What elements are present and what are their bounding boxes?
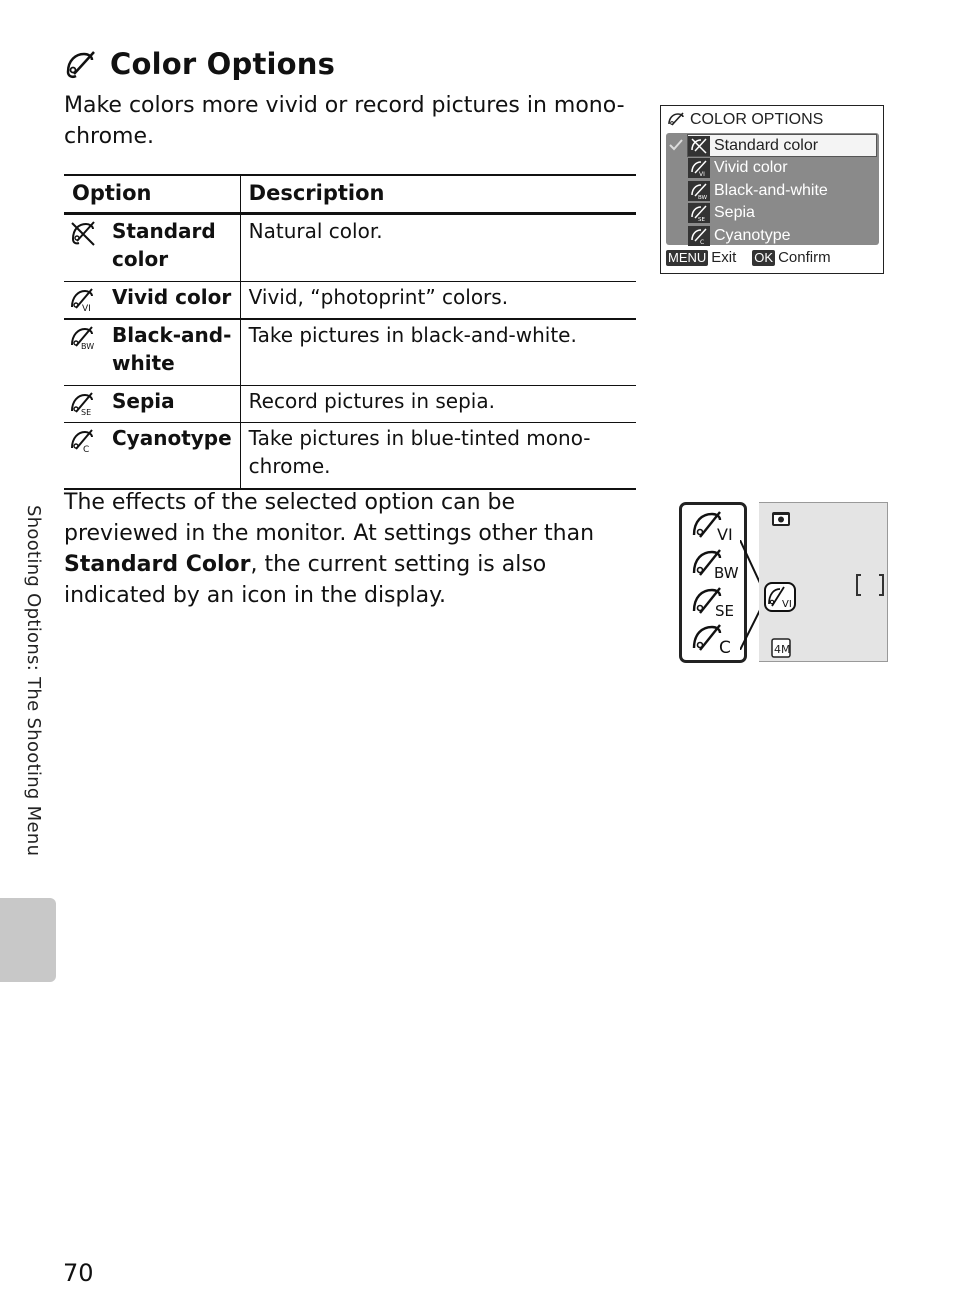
- standard-color-icon: [68, 219, 98, 247]
- color-options-menu-screen: [660, 105, 884, 274]
- current-color-setting-icon: [764, 582, 796, 612]
- black-and-white-icon: [68, 323, 98, 351]
- menu-item-standard-color[interactable]: Standard color: [687, 134, 877, 157]
- page-number: 70: [63, 1259, 94, 1287]
- focus-area-bracket: [853, 573, 887, 597]
- standard-color-term: Standard Color: [64, 552, 251, 577]
- page-heading: Color Options: [110, 47, 336, 81]
- cyanotype-icon: [688, 226, 710, 246]
- option-description: Vivid, “photoprint” colors.: [240, 282, 636, 320]
- option-name: Standard color: [112, 219, 216, 271]
- menu-button[interactable]: MENU: [668, 249, 707, 265]
- table-row: [64, 282, 636, 320]
- svg-text:C: C: [719, 638, 731, 656]
- menu-item-cyanotype[interactable]: C Cyanotype: [688, 225, 876, 247]
- ok-button[interactable]: OK: [754, 249, 774, 265]
- svg-text:C: C: [83, 445, 90, 454]
- sepia-icon: [690, 585, 740, 619]
- sepia-icon: [68, 389, 98, 417]
- checkmark-icon: [668, 137, 684, 153]
- svg-text:SE: SE: [81, 408, 92, 417]
- option-name: Black-and-white: [112, 323, 232, 375]
- menu-list: [666, 133, 879, 245]
- black-and-white-icon: [688, 181, 710, 201]
- svg-text:BW: BW: [81, 342, 95, 351]
- exit-label: Exit: [711, 249, 737, 266]
- color-options-icon: [62, 46, 98, 82]
- section-tab: [0, 898, 56, 982]
- menu-header: COLOR OPTIONS: [667, 111, 823, 129]
- svg-text:VI: VI: [717, 525, 733, 543]
- menu-footer: [666, 249, 831, 266]
- standard-color-icon: [688, 136, 710, 156]
- camera-mode-icon: [771, 511, 791, 527]
- svg-text:C: C: [700, 239, 705, 245]
- intro-text: Make colors more vivid or record pictures in mono-chrome.: [64, 93, 625, 149]
- table-row: [64, 214, 636, 282]
- option-name: Vivid color: [112, 285, 232, 309]
- color-options-icon: [667, 111, 685, 129]
- image-size-icon: [771, 638, 791, 658]
- color-icon-stack: [679, 502, 747, 663]
- option-description: Take pictures in black-and-white.: [240, 319, 636, 386]
- options-table: [64, 174, 636, 490]
- svg-text:VI: VI: [782, 599, 792, 610]
- svg-text:4M: 4M: [774, 643, 791, 656]
- option-name: Cyanotype: [112, 426, 232, 450]
- option-description: Record pictures in sepia.: [240, 386, 636, 423]
- option-description: Take pictures in blue-tinted mono-chrome.: [240, 423, 636, 490]
- vivid-color-icon: [688, 158, 710, 178]
- page-title: [62, 46, 335, 82]
- monitor-display: [759, 502, 888, 662]
- table-header-row: [64, 175, 636, 214]
- header-option: Option: [64, 175, 240, 214]
- option-name: Sepia: [112, 389, 175, 413]
- effects-text: The effects of the selected option can be previewed in the monitor. At settings other than Standard Color, the current setting is also indicated by an icon in the display.: [64, 490, 595, 608]
- svg-text:BW: BW: [714, 564, 739, 581]
- header-description: Description: [240, 175, 636, 214]
- black-and-white-icon: [690, 547, 740, 581]
- vivid-color-icon: [690, 509, 740, 543]
- svg-text:VI: VI: [82, 304, 91, 313]
- menu-item-vivid-color[interactable]: VI Vivid color: [688, 157, 876, 179]
- menu-item-black-and-white[interactable]: BW Black-and-white: [688, 180, 876, 202]
- svg-text:SE: SE: [715, 602, 734, 619]
- cyanotype-icon: [690, 622, 740, 656]
- side-section-label: Shooting Options: The Shooting Menu: [23, 505, 44, 857]
- table-row: [64, 423, 636, 490]
- table-row: [64, 319, 636, 386]
- cyanotype-icon: [68, 426, 98, 454]
- option-description: Natural color.: [240, 214, 636, 282]
- menu-item-sepia[interactable]: SE Sepia: [688, 202, 876, 224]
- table-row: [64, 386, 636, 423]
- sepia-icon: [688, 203, 710, 223]
- svg-text:SE: SE: [698, 217, 705, 222]
- vivid-color-icon: [68, 285, 98, 313]
- svg-text:VI: VI: [699, 171, 705, 177]
- confirm-label: Confirm: [778, 249, 831, 266]
- svg-text:BW: BW: [698, 195, 708, 200]
